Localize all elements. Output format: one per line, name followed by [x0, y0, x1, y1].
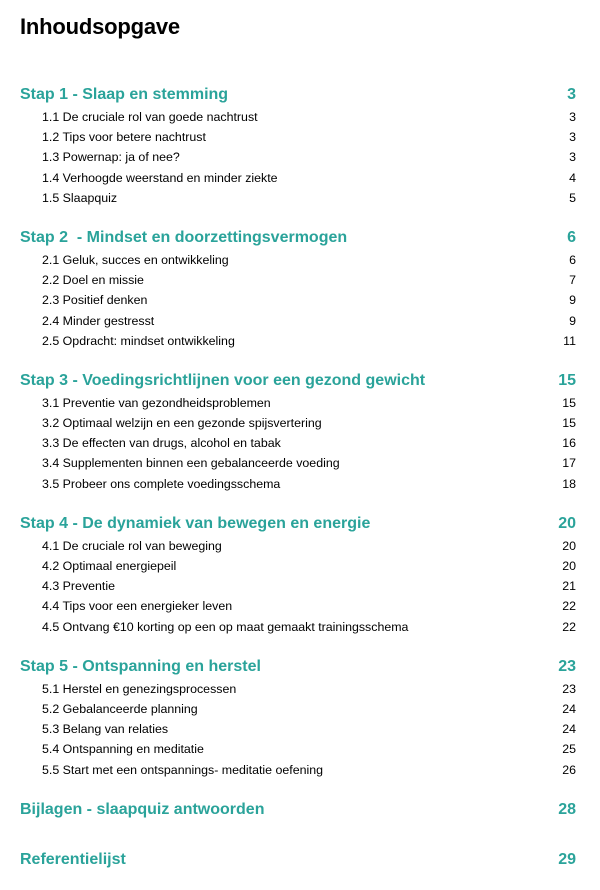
section-page-number: 15	[562, 395, 576, 410]
toc-chapter-block	[20, 84, 576, 208]
toc-section-4-3[interactable]	[20, 576, 576, 596]
section-page-number: 24	[562, 701, 576, 716]
page-title: Inhoudsopgave	[20, 14, 180, 39]
section-page-number: 20	[562, 538, 576, 553]
toc-chapter-block	[20, 227, 576, 351]
section-label: 2.2 Doel en missie	[42, 273, 144, 288]
toc-chapter-block	[20, 799, 576, 821]
toc-section-1-2[interactable]	[20, 127, 576, 147]
toc-section-3-1[interactable]	[20, 393, 576, 413]
chapter-label: Stap 4 - De dynamiek van bewegen en energie	[20, 514, 371, 532]
section-label: 5.3 Belang van relaties	[42, 722, 169, 737]
section-page-number: 15	[562, 416, 576, 431]
section-page-number: 6	[569, 252, 576, 267]
section-label: 2.1 Geluk, succes en ontwikkeling	[42, 252, 229, 267]
toc-chapter-appendix[interactable]	[20, 799, 576, 821]
toc-section-5-3[interactable]	[20, 719, 576, 739]
table-of-contents	[20, 84, 576, 890]
section-label: 4.5 Ontvang €10 korting op een op maat gemaakt trainingsschema	[42, 619, 409, 634]
section-page-number: 9	[569, 293, 576, 308]
section-page-number: 26	[562, 762, 576, 777]
section-label: 4.2 Optimaal energiepeil	[42, 559, 177, 573]
toc-section-5-2[interactable]	[20, 699, 576, 719]
section-page-number: 23	[562, 681, 576, 696]
section-page-number: 3	[569, 130, 576, 145]
section-page-number: 18	[562, 476, 576, 491]
section-label: 2.5 Opdracht: mindset ontwikkeling	[42, 333, 235, 348]
toc-section-1-4[interactable]	[20, 168, 576, 188]
toc-section-5-4[interactable]	[20, 739, 576, 759]
toc-section-4-1[interactable]	[20, 536, 576, 556]
section-page-number: 7	[569, 273, 576, 288]
section-label: 3.3 De effecten van drugs, alcohol en tabak	[42, 436, 281, 451]
chapter-page-number: 15	[558, 371, 576, 389]
section-label: 5.1 Herstel en genezingsprocessen	[42, 681, 237, 696]
section-label: 3.1 Preventie van gezondheidsproblemen	[42, 395, 271, 410]
section-label: 3.2 Optimaal welzijn en een gezonde spijsvertering	[42, 416, 322, 431]
section-label: 1.5 Slaapquiz	[42, 190, 118, 205]
section-page-number: 16	[562, 436, 576, 451]
toc-section-3-4[interactable]	[20, 453, 576, 473]
section-page-number: 3	[569, 110, 576, 124]
toc-section-1-5[interactable]	[20, 188, 576, 208]
toc-chapter-4[interactable]	[20, 513, 576, 535]
section-label: 1.4 Verhoogde weerstand en minder ziekte	[42, 170, 278, 185]
toc-section-4-2[interactable]	[20, 556, 576, 576]
toc-chapter-block	[20, 513, 576, 637]
section-label: 4.4 Tips voor een energieker leven	[42, 599, 233, 614]
toc-section-3-2[interactable]	[20, 413, 576, 433]
section-page-number: 5	[569, 190, 576, 205]
section-label: 2.4 Minder gestresst	[42, 313, 155, 328]
toc-section-5-5[interactable]	[20, 760, 576, 780]
section-label: 5.5 Start met een ontspannings- meditatie oefening	[42, 762, 324, 777]
section-label: 5.4 Ontspanning en meditatie	[42, 742, 204, 757]
section-label: 4.1 De cruciale rol van beweging	[42, 538, 222, 553]
toc-section-1-1[interactable]	[20, 107, 576, 127]
toc-chapter-5[interactable]	[20, 656, 576, 678]
section-page-number: 11	[563, 333, 576, 348]
section-label: 4.3 Preventie	[42, 579, 116, 594]
section-label: 2.3 Positief denken	[42, 293, 148, 308]
toc-chapter-block	[20, 370, 576, 494]
toc-chapter-block	[20, 849, 576, 871]
section-label: 1.2 Tips voor betere nachtrust	[42, 130, 206, 145]
chapter-page-number: 3	[567, 86, 576, 103]
toc-chapter-3[interactable]	[20, 370, 576, 392]
toc-chapter-references[interactable]	[20, 849, 576, 871]
toc-section-2-4[interactable]	[20, 311, 576, 331]
toc-section-3-5[interactable]	[20, 474, 576, 494]
section-page-number: 22	[562, 599, 576, 614]
chapter-page-number: 23	[558, 657, 576, 675]
section-page-number: 20	[562, 559, 576, 573]
chapter-page-number: 6	[567, 228, 576, 246]
chapter-label: Referentielijst	[20, 850, 126, 868]
section-page-number: 9	[569, 313, 576, 328]
toc-section-3-3[interactable]	[20, 433, 576, 453]
toc-chapter-2[interactable]	[20, 227, 576, 249]
toc-section-2-2[interactable]	[20, 270, 576, 290]
toc-section-1-3[interactable]	[20, 147, 576, 167]
chapter-page-number: 20	[558, 514, 576, 532]
toc-chapter-1[interactable]	[20, 84, 576, 106]
toc-section-4-4[interactable]	[20, 596, 576, 616]
toc-section-2-3[interactable]	[20, 290, 576, 310]
section-label: 5.2 Gebalanceerde planning	[42, 701, 198, 716]
section-label: 3.4 Supplementen binnen een gebalanceerde voeding	[42, 456, 340, 471]
chapter-label: Stap 5 - Ontspanning en herstel	[20, 657, 261, 675]
section-page-number: 21	[562, 579, 576, 594]
section-label: 3.5 Probeer ons complete voedingsschema	[42, 476, 281, 491]
chapter-label: Stap 1 - Slaap en stemming	[20, 86, 229, 103]
toc-section-5-1[interactable]	[20, 679, 576, 699]
chapter-label: Stap 2 - Mindset en doorzettingsvermogen	[20, 228, 348, 246]
section-label: 1.1 De cruciale rol van goede nachtrust	[42, 110, 258, 124]
section-page-number: 24	[562, 722, 576, 737]
section-label: 1.3 Powernap: ja of nee?	[42, 150, 180, 165]
section-page-number: 3	[569, 150, 576, 165]
toc-section-4-5[interactable]	[20, 617, 576, 637]
section-page-number: 4	[569, 170, 576, 185]
toc-section-2-1[interactable]	[20, 250, 576, 270]
toc-chapter-block	[20, 656, 576, 780]
section-page-number: 22	[562, 619, 576, 634]
chapter-label: Bijlagen - slaapquiz antwoorden	[20, 800, 265, 818]
chapter-label: Stap 3 - Voedingsrichtlijnen voor een gezond gewicht	[20, 371, 426, 389]
section-page-number: 25	[562, 742, 576, 757]
toc-section-2-5[interactable]	[20, 331, 576, 351]
chapter-page-number: 28	[558, 800, 576, 818]
chapter-page-number: 29	[558, 850, 576, 868]
section-page-number: 17	[562, 456, 576, 471]
